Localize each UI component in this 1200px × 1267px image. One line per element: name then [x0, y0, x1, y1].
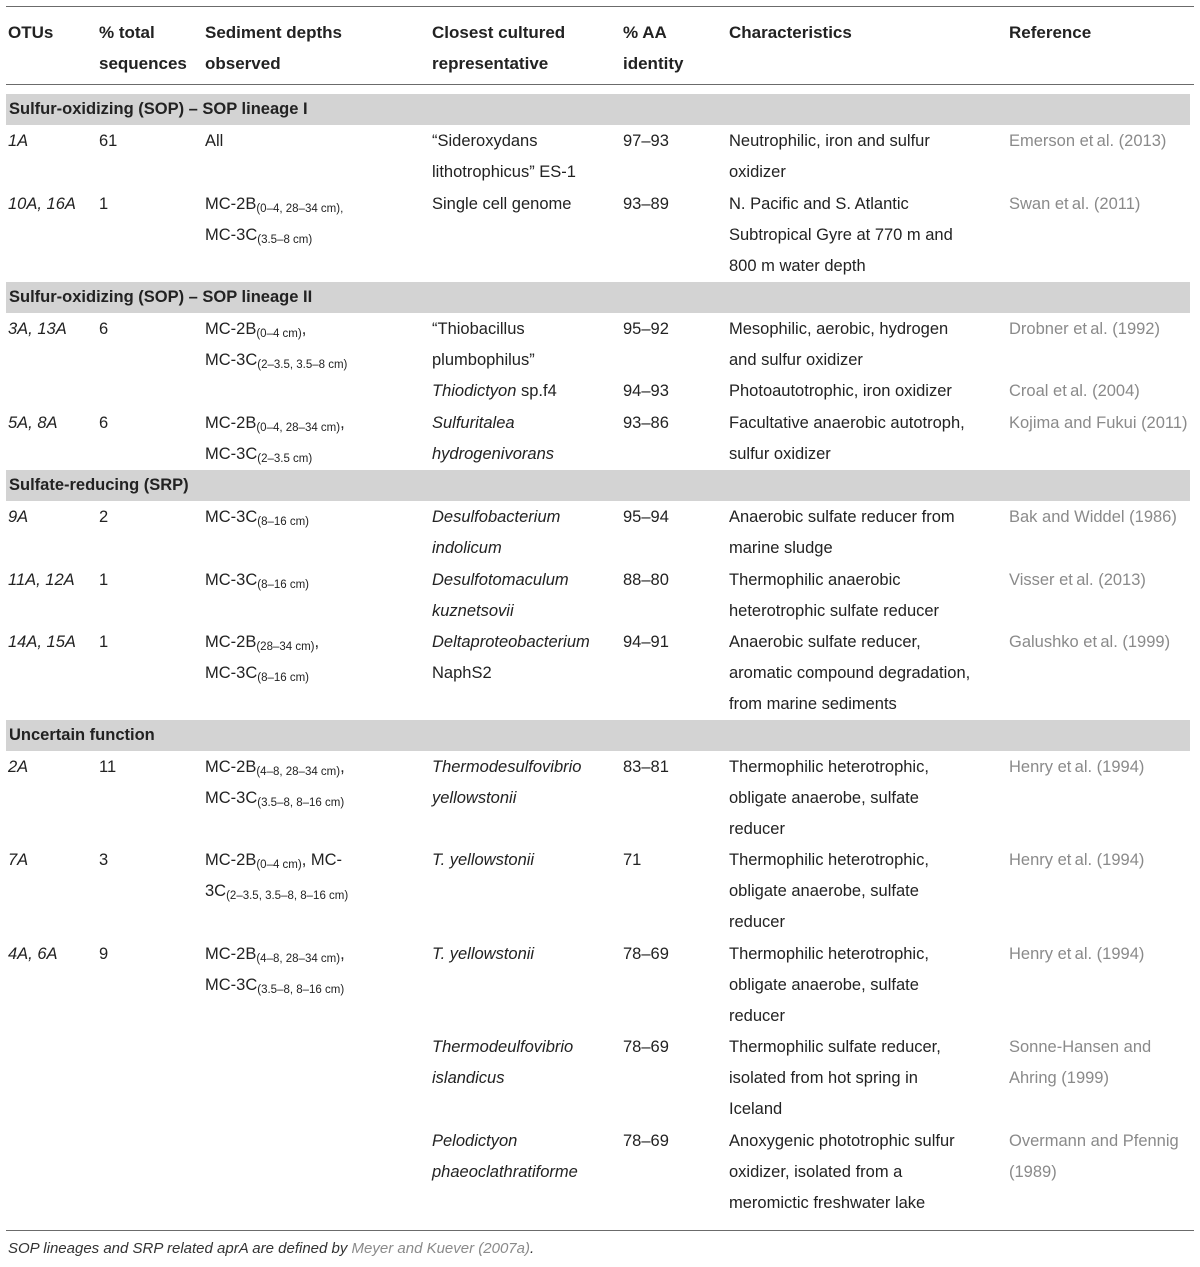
organism-line: indolicum	[432, 539, 502, 557]
characteristics-cell	[729, 845, 929, 938]
reference-link[interactable]	[1009, 1032, 1151, 1094]
characteristics-cell	[729, 1032, 941, 1125]
organism-line: “Sideroxydans	[432, 132, 538, 150]
aa-cell: 78–69	[623, 1038, 669, 1056]
header-dep-line2: observed	[205, 54, 281, 73]
char-line: Mesophilic, aerobic, hydrogen	[729, 320, 949, 338]
footnote-reference-link[interactable]: Meyer and Kuever (2007a)	[351, 1240, 530, 1257]
char-line: Thermophilic heterotrophic,	[729, 758, 929, 776]
pct-cell: 61	[99, 132, 118, 150]
organism-line: Desulfobacterium	[432, 508, 561, 526]
organism-cell	[432, 376, 557, 407]
organism-cell	[432, 1126, 578, 1188]
aa-cell: 95–92	[623, 320, 669, 338]
depth-range: (8–16 cm)	[257, 579, 310, 591]
characteristics-cell	[729, 189, 953, 282]
depth-core: MC-2B	[205, 633, 257, 651]
section-sop-lineage-1: Sulfur-oxidizing (SOP) – SOP lineage I	[6, 94, 1190, 125]
reference-link[interactable]	[1009, 1126, 1179, 1188]
depth-core: MC-3C	[205, 226, 258, 244]
otu-cell: 2A	[8, 758, 29, 776]
char-line: reducer	[729, 1007, 785, 1025]
aa-cell: 88–80	[623, 571, 669, 589]
organism-line: phaeoclathratiforme	[432, 1163, 578, 1181]
otu-cell: 10A, 16A	[8, 195, 76, 213]
organism-line: hydrogenivorans	[432, 445, 554, 463]
pct-cell: 1	[99, 633, 109, 651]
depth-core: MC-2B	[205, 414, 257, 432]
char-line: Subtropical Gyre at 770 m and	[729, 226, 953, 244]
depth-sep: ,	[340, 945, 345, 963]
footnote-text: SOP lineages and SRP related aprA are defined by	[8, 1240, 352, 1257]
depth-cell: All	[205, 132, 224, 150]
organism-line: Deltaproteobacterium	[432, 633, 590, 651]
depth-core: MC-3C	[205, 508, 258, 526]
depth-sep: , MC-	[301, 851, 343, 869]
otu-cell: 4A, 6A	[8, 945, 58, 963]
header-otus: OTUs	[8, 23, 54, 42]
char-line: Facultative anaerobic autotroph,	[729, 414, 965, 432]
depth-core: 3C	[205, 882, 227, 900]
char-line: obligate anaerobe, sulfate	[729, 789, 919, 807]
organism-line: Thermodesulfovibrio	[432, 758, 582, 776]
char-line: N. Pacific and S. Atlantic	[729, 195, 909, 213]
reference-link[interactable]: Emerson et al. (2013)	[1009, 132, 1167, 150]
depth-core: MC-3C	[205, 664, 258, 682]
organism-cell	[432, 627, 590, 689]
pct-cell: 6	[99, 414, 109, 432]
reference-link[interactable]: Henry et al. (1994)	[1009, 945, 1145, 963]
char-line: meromictic freshwater lake	[729, 1194, 926, 1212]
characteristics-cell	[729, 126, 930, 188]
depth-core: MC-2B	[205, 945, 257, 963]
char-line: obligate anaerobe, sulfate	[729, 882, 919, 900]
depth-range: (2–3.5 cm)	[257, 453, 313, 465]
reference-line: Overmann and Pfennig	[1009, 1132, 1179, 1150]
depth-core: MC-3C	[205, 789, 258, 807]
depth-range: (3.5–8, 8–16 cm)	[257, 984, 345, 996]
char-line: from marine sediments	[729, 695, 897, 713]
characteristics-cell	[729, 565, 939, 627]
char-line: Anoxygenic phototrophic sulfur	[729, 1132, 955, 1150]
organism-cell	[432, 565, 569, 627]
depth-core: MC-3C	[205, 976, 258, 994]
pct-cell: 6	[99, 320, 109, 338]
reference-link[interactable]: Henry et al. (1994)	[1009, 758, 1145, 776]
depth-range: (8–16 cm)	[257, 672, 310, 684]
char-line: reducer	[729, 820, 785, 838]
depth-cell	[205, 627, 319, 689]
header-dep-line1: Sediment depths	[205, 23, 342, 42]
organism-line: kuznetsovii	[432, 602, 514, 620]
pct-cell: 9	[99, 945, 109, 963]
characteristics-cell: Photoautotrophic, iron oxidizer	[729, 382, 952, 400]
char-line: and sulfur oxidizer	[729, 351, 863, 369]
depth-cell	[205, 189, 343, 251]
depth-range: (0–4, 28–34 cm)	[256, 422, 341, 434]
aa-cell: 93–86	[623, 414, 669, 432]
characteristics-cell	[729, 939, 929, 1032]
organism-line: yellowstonii	[432, 789, 517, 807]
organism-line: NaphS2	[432, 664, 492, 682]
footnote-end: .	[529, 1240, 535, 1257]
depth-range: (0–4 cm)	[256, 859, 302, 871]
header-reference: Reference	[1009, 23, 1092, 42]
reference-line: (1989)	[1009, 1163, 1057, 1181]
aa-cell: 78–69	[623, 945, 669, 963]
organism-line: Thermodeulfovibrio	[432, 1038, 574, 1056]
char-line: isolated from hot spring in	[729, 1069, 918, 1087]
depth-range: (2–3.5, 3.5–8, 8–16 cm)	[226, 890, 349, 902]
depth-sep: ,	[340, 414, 345, 432]
header-pct-total	[99, 17, 187, 79]
section-sop-lineage-2: Sulfur-oxidizing (SOP) – SOP lineage II	[6, 282, 1190, 313]
table-top-rule	[6, 6, 1194, 7]
char-line: Anaerobic sulfate reducer,	[729, 633, 921, 651]
reference-link[interactable]: Visser et al. (2013)	[1009, 571, 1146, 589]
depth-cell	[205, 939, 345, 1001]
char-line: aromatic compound degradation,	[729, 664, 971, 682]
depth-cell	[205, 845, 348, 907]
organism-strain: sp.f4	[516, 382, 557, 400]
aa-cell: 78–69	[623, 1132, 669, 1150]
organism-cell	[432, 1032, 573, 1094]
reference-link[interactable]: Croal et al. (2004)	[1009, 382, 1140, 400]
depth-core: MC-3C	[205, 351, 258, 369]
characteristics-cell	[729, 502, 955, 564]
depth-core: MC-2B	[205, 195, 257, 213]
organism-cell	[432, 126, 576, 188]
header-pct-line2: sequences	[99, 54, 187, 73]
organism-line: “Thiobacillus	[432, 320, 525, 338]
table-footnote	[8, 1240, 534, 1257]
table-bottom-rule	[6, 1230, 1194, 1231]
organism-genus: Thiodictyon	[432, 382, 517, 400]
reference-link[interactable]: Henry et al. (1994)	[1009, 851, 1145, 869]
header-pct-line1: % total	[99, 23, 155, 42]
organism-cell	[432, 845, 534, 876]
organism-line: lithotrophicus” ES-1	[432, 163, 576, 181]
organism-line: Desulfotomaculum	[432, 571, 569, 589]
depth-cell	[205, 408, 345, 470]
char-line: Thermophilic sulfate reducer,	[729, 1038, 941, 1056]
organism-cell	[432, 408, 554, 470]
header-rule	[6, 84, 1194, 85]
depth-core: MC-2B	[205, 758, 257, 776]
depth-cell	[205, 752, 345, 814]
header-org-line2: representative	[432, 54, 549, 73]
reference-line: Ahring (1999)	[1009, 1069, 1109, 1087]
char-line: Thermophilic anaerobic	[729, 571, 901, 589]
reference-link[interactable]: Galushko et al. (1999)	[1009, 633, 1171, 651]
aa-cell: 94–93	[623, 382, 669, 400]
organism-line: T. yellowstonii	[432, 851, 535, 869]
organism-cell: Single cell genome	[432, 195, 572, 213]
char-line: marine sludge	[729, 539, 833, 557]
depth-cell	[205, 502, 309, 533]
depth-range: (0–4 cm)	[256, 328, 302, 340]
otu-cell: 5A, 8A	[8, 414, 58, 432]
char-line: Anaerobic sulfate reducer from	[729, 508, 955, 526]
depth-range: (3.5–8 cm)	[257, 234, 313, 246]
char-line: sulfur oxidizer	[729, 445, 831, 463]
char-line: 800 m water depth	[729, 257, 866, 275]
organism-line: plumbophilus”	[432, 351, 535, 369]
char-line: heterotrophic sulfate reducer	[729, 602, 940, 620]
char-line: reducer	[729, 913, 785, 931]
organism-line: islandicus	[432, 1069, 505, 1087]
organism-cell	[432, 752, 581, 814]
otu-cell: 7A	[8, 851, 29, 869]
aa-cell: 95–94	[623, 508, 669, 526]
char-line: Iceland	[729, 1100, 783, 1118]
reference-link[interactable]: Kojima and Fukui (2011)	[1009, 414, 1188, 432]
pct-cell: 1	[99, 195, 109, 213]
char-line: oxidizer	[729, 163, 786, 181]
header-aa-line1: % AA	[623, 23, 667, 42]
aa-cell: 71	[623, 851, 642, 869]
organism-cell	[432, 939, 534, 970]
aa-cell: 97–93	[623, 132, 669, 150]
depth-core: MC-3C	[205, 445, 258, 463]
depth-range: (4–8, 28–34 cm)	[256, 953, 341, 965]
aa-cell: 83–81	[623, 758, 669, 776]
organism-line: Pelodictyon	[432, 1132, 518, 1150]
reference-link[interactable]: Swan et al. (2011)	[1009, 195, 1141, 213]
header-aa-identity	[623, 17, 683, 79]
characteristics-cell	[729, 408, 965, 470]
header-aa-line2: identity	[623, 54, 684, 73]
reference-link[interactable]: Drobner et al. (1992)	[1009, 320, 1160, 338]
char-line: Thermophilic heterotrophic,	[729, 945, 929, 963]
depth-core: MC-2B	[205, 320, 257, 338]
reference-link[interactable]: Bak and Widdel (1986)	[1009, 508, 1177, 526]
depth-core: MC-2B	[205, 851, 257, 869]
depth-range: (4–8, 28–34 cm)	[256, 766, 341, 778]
characteristics-cell	[729, 752, 929, 845]
depth-cell	[205, 565, 309, 596]
pct-cell: 1	[99, 571, 109, 589]
organism-cell	[432, 314, 535, 376]
otu-cell: 1A	[8, 132, 29, 150]
depth-sep: ,	[340, 758, 345, 776]
aa-cell: 94–91	[623, 633, 669, 651]
header-sediment-depths	[205, 17, 342, 79]
header-closest-representative	[432, 17, 565, 79]
depth-sep: ,	[301, 320, 307, 338]
depth-cell	[205, 314, 347, 376]
depth-range: (8–16 cm)	[257, 516, 310, 528]
header-org-line1: Closest cultured	[432, 23, 566, 42]
organism-cell	[432, 502, 560, 564]
char-line: Thermophilic heterotrophic,	[729, 851, 929, 869]
pct-cell: 3	[99, 851, 109, 869]
aa-cell: 93–89	[623, 195, 669, 213]
otu-cell: 11A, 12A	[8, 571, 75, 589]
char-line: oxidizer, isolated from a	[729, 1163, 903, 1181]
pct-cell: 11	[99, 758, 117, 776]
organism-line: Sulfuritalea	[432, 414, 515, 432]
pct-cell: 2	[99, 508, 109, 526]
depth-range: (2–3.5, 3.5–8 cm)	[257, 359, 348, 371]
depth-range: (28–34 cm)	[256, 641, 315, 653]
characteristics-cell	[729, 627, 970, 720]
reference-line: Sonne-Hansen and	[1009, 1038, 1152, 1056]
depth-core: MC-3C	[205, 571, 258, 589]
depth-range: (0–4, 28–34 cm),	[256, 203, 344, 215]
char-line: Neutrophilic, iron and sulfur	[729, 132, 930, 150]
depth-sep: ,	[314, 633, 320, 651]
otu-cell: 14A, 15A	[8, 633, 76, 651]
header-characteristics: Characteristics	[729, 23, 852, 42]
otu-cell: 9A	[8, 508, 29, 526]
char-line: obligate anaerobe, sulfate	[729, 976, 919, 994]
characteristics-cell	[729, 1126, 955, 1219]
section-uncertain-function: Uncertain function	[6, 720, 1190, 751]
depth-range: (3.5–8, 8–16 cm)	[257, 797, 345, 809]
otu-cell: 3A, 13A	[8, 320, 67, 338]
characteristics-cell	[729, 314, 948, 376]
organism-line: T. yellowstonii	[432, 945, 535, 963]
section-srp: Sulfate-reducing (SRP)	[6, 470, 1190, 501]
